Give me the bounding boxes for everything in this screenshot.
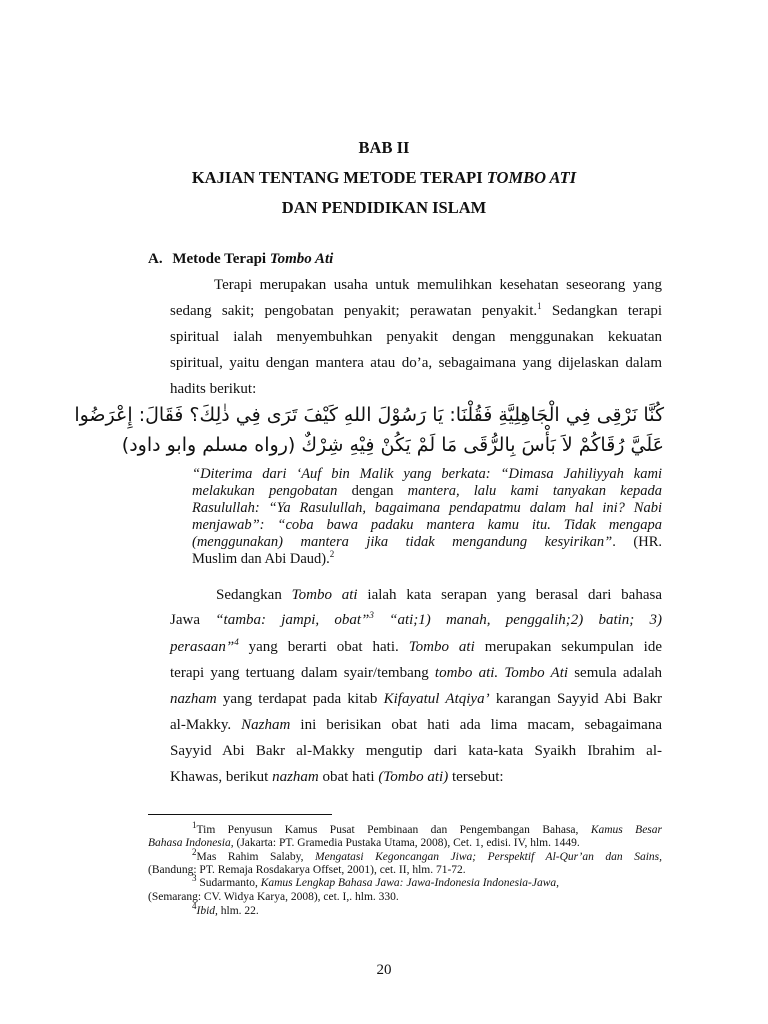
para1-text: sedang sakit; pengobatan penyakit; perawatan penyakit. (170, 303, 538, 319)
para2-text: Jawa (170, 612, 216, 628)
footnote-number: 2 (192, 847, 197, 858)
quote-text: mantera, lalu kami tanyakan kepada (407, 483, 663, 499)
para2-line (170, 768, 504, 786)
footnote-ref: 4 (234, 637, 239, 647)
para2-line (170, 638, 662, 656)
footnote-text: Bahasa Indonesia, (148, 837, 234, 849)
footnote-text: Mengatasi Kegoncangan Jiwa; Perspektif Al-Qur’an dan Sains, (315, 851, 662, 863)
quote-text: Muslim dan Abi Daud). (192, 551, 330, 567)
para2-text: “tamba: jampi, obat” (215, 612, 370, 628)
section-title-italic: Tombo Ati (269, 251, 334, 267)
footnote-line (148, 837, 580, 851)
footnote-number: 4 (192, 901, 197, 912)
footnote-number: 3 (192, 873, 197, 884)
quote-line (192, 517, 662, 534)
para2-text: Kifayatul Atqiya’ (383, 691, 490, 707)
para2-text: Nazham (241, 717, 291, 733)
hadith-arabic-line: عَلَيَّ رُقَاكُمْ لاَ بَأْسَ بِالرُّقَى مَا لَمْ يَكُنْ فِيْهِ شِرْكٌ (رواه مسلم وابو داود) (121, 434, 664, 456)
para2-text: tersebut: (448, 769, 504, 785)
para2-text: nazham (272, 769, 319, 785)
quote-line (192, 483, 662, 500)
footnote-text: Tim Penyusun Kamus Pusat Pembinaan dan Pengembangan Bahasa, (196, 824, 591, 836)
quote-line (192, 534, 662, 551)
footnote-text: (Jakarta: PT. Gramedia Pustaka Utama, 2008), Cet. 1, edisi. IV, hlm. 1449. (233, 837, 580, 849)
quote-text: dengan (337, 483, 408, 499)
quote-text: . (HR. (612, 534, 662, 550)
footnote-text: Mas Rahim Salaby, (196, 851, 316, 863)
para2-line (170, 611, 662, 629)
section-title: Metode Terapi (172, 251, 270, 267)
para1-line: spiritual, yaitu dengan mantera atau do’a, sebagaimana yang dijelaskan dalam (170, 355, 662, 371)
para2-line (170, 716, 662, 734)
footnote-text: Kamus Lengkap Bahasa Jawa: Jawa-Indonesia Indonesia-Jawa, (260, 877, 560, 889)
para2-text: tombo ati. Tombo Ati (434, 665, 569, 681)
footnote-line (148, 873, 560, 891)
para2-text: Khawas, berikut (170, 769, 273, 785)
quote-text: Rasulullah: “Ya Rasulullah, bagaimana pendapatmu dalam hal ini? Nabi (192, 500, 662, 516)
footnote-ref: 1 (537, 301, 542, 311)
footnote-text: hlm. 22. (217, 905, 259, 917)
para2-line (170, 664, 662, 682)
para1-line: Terapi merupakan usaha untuk memulihkan kesehatan seseorang yang (214, 277, 662, 293)
chapter-title-text: KAJIAN TENTANG METODE TERAPI (191, 168, 487, 187)
quote-text: melakukan pengobatan (192, 483, 338, 499)
section-label: A. (148, 251, 163, 267)
para1-text: Sedangkan terapi (541, 303, 662, 319)
footnote-line (148, 820, 663, 838)
footnote-text: Sudarmanto, (196, 877, 261, 889)
footnote-divider (148, 814, 332, 815)
section-heading (148, 250, 333, 268)
footnote-line (148, 901, 259, 919)
footnote-ref: 3 (369, 610, 374, 620)
quote-text: “Diterima dari ‘Auf bin Malik yang berkata: “Dimasa Jahiliyyah kami (192, 466, 662, 482)
para2-text: Tombo ati (408, 639, 475, 655)
para2-text: merupakan sekumpulan ide (474, 639, 662, 655)
para2-text: semula adalah (568, 665, 663, 681)
chapter-title-italic: TOMBO ATI (486, 168, 577, 187)
footnote-text: Kamus Besar (590, 824, 663, 836)
para2-line (216, 586, 662, 604)
quote-line (192, 500, 662, 517)
para2-text: karangan Sayyid Abi Bakr (489, 691, 662, 707)
footnote-text: Ibid, (196, 905, 218, 917)
chapter-number: BAB II (358, 138, 410, 157)
para2-text: yang terdapat pada kitab (216, 691, 384, 707)
footnote-number: 1 (192, 820, 197, 831)
footnote-line: (Semarang: CV. Widya Karya, 2008), cet. I,. hlm. 330. (148, 891, 399, 903)
para2-text: terapi yang tertuang dalam syair/tembang (170, 665, 435, 681)
para2-line (170, 690, 662, 708)
page-number: 20 (376, 962, 392, 978)
para2-text: nazham (170, 691, 217, 707)
para2-text: Tombo ati (291, 587, 358, 603)
para2-text: yang berarti obat hati. (238, 639, 409, 655)
para2-text: Sedangkan (216, 587, 292, 603)
para2-line: Sayyid Abi Bakr al-Makky mengutip dari kata-kata Syaikh Ibrahim al- (170, 743, 662, 759)
quote-line (192, 551, 334, 568)
para1-line: spiritual ialah menyembuhkan penyakit dengan menggunakan kekuatan (170, 329, 662, 345)
para2-text: perasaan” (170, 639, 235, 655)
para2-text: obat hati (318, 769, 379, 785)
quote-text: (menggunakan) mantera jika tidak mengandung kesyirikan” (192, 534, 613, 550)
para2-text: (Tombo ati) (378, 769, 449, 785)
quote-line (192, 466, 662, 483)
para2-text: “ati;1) manah, penggalih;2) batin; 3) (373, 612, 662, 628)
hadith-arabic-line: كُنَّا نَرْقِى فِي الْجَاهِلِيَّةِ فَقُلْنَا: يَا رَسُوْلَ اللهِ كَيْفَ تَرَى فِي ذٰلِكَ؟ فَقَالَ: إِعْرَضُوا (74, 404, 664, 426)
chapter-title (0, 168, 768, 188)
quote-text: menjawab”: “coba bawa padaku mantera kamu itu. Tidak mengapa (192, 517, 662, 533)
para2-text: ialah kata serapan yang berasal dari bahasa (357, 587, 662, 603)
para2-text: al-Makky. (170, 717, 242, 733)
para2-text: ini berisikan obat hati ada lima macam, sebagaimana (290, 717, 662, 733)
para1-line: hadits berikut: (170, 381, 257, 397)
para1-line (170, 302, 662, 320)
chapter-subtitle: DAN PENDIDIKAN ISLAM (281, 198, 487, 217)
footnote-line (148, 847, 662, 865)
footnote-line: (Bandung: PT. Remaja Rosdakarya Offset, 2001), cet. II, hlm. 71-72. (148, 864, 466, 876)
footnote-ref: 2 (329, 549, 335, 560)
